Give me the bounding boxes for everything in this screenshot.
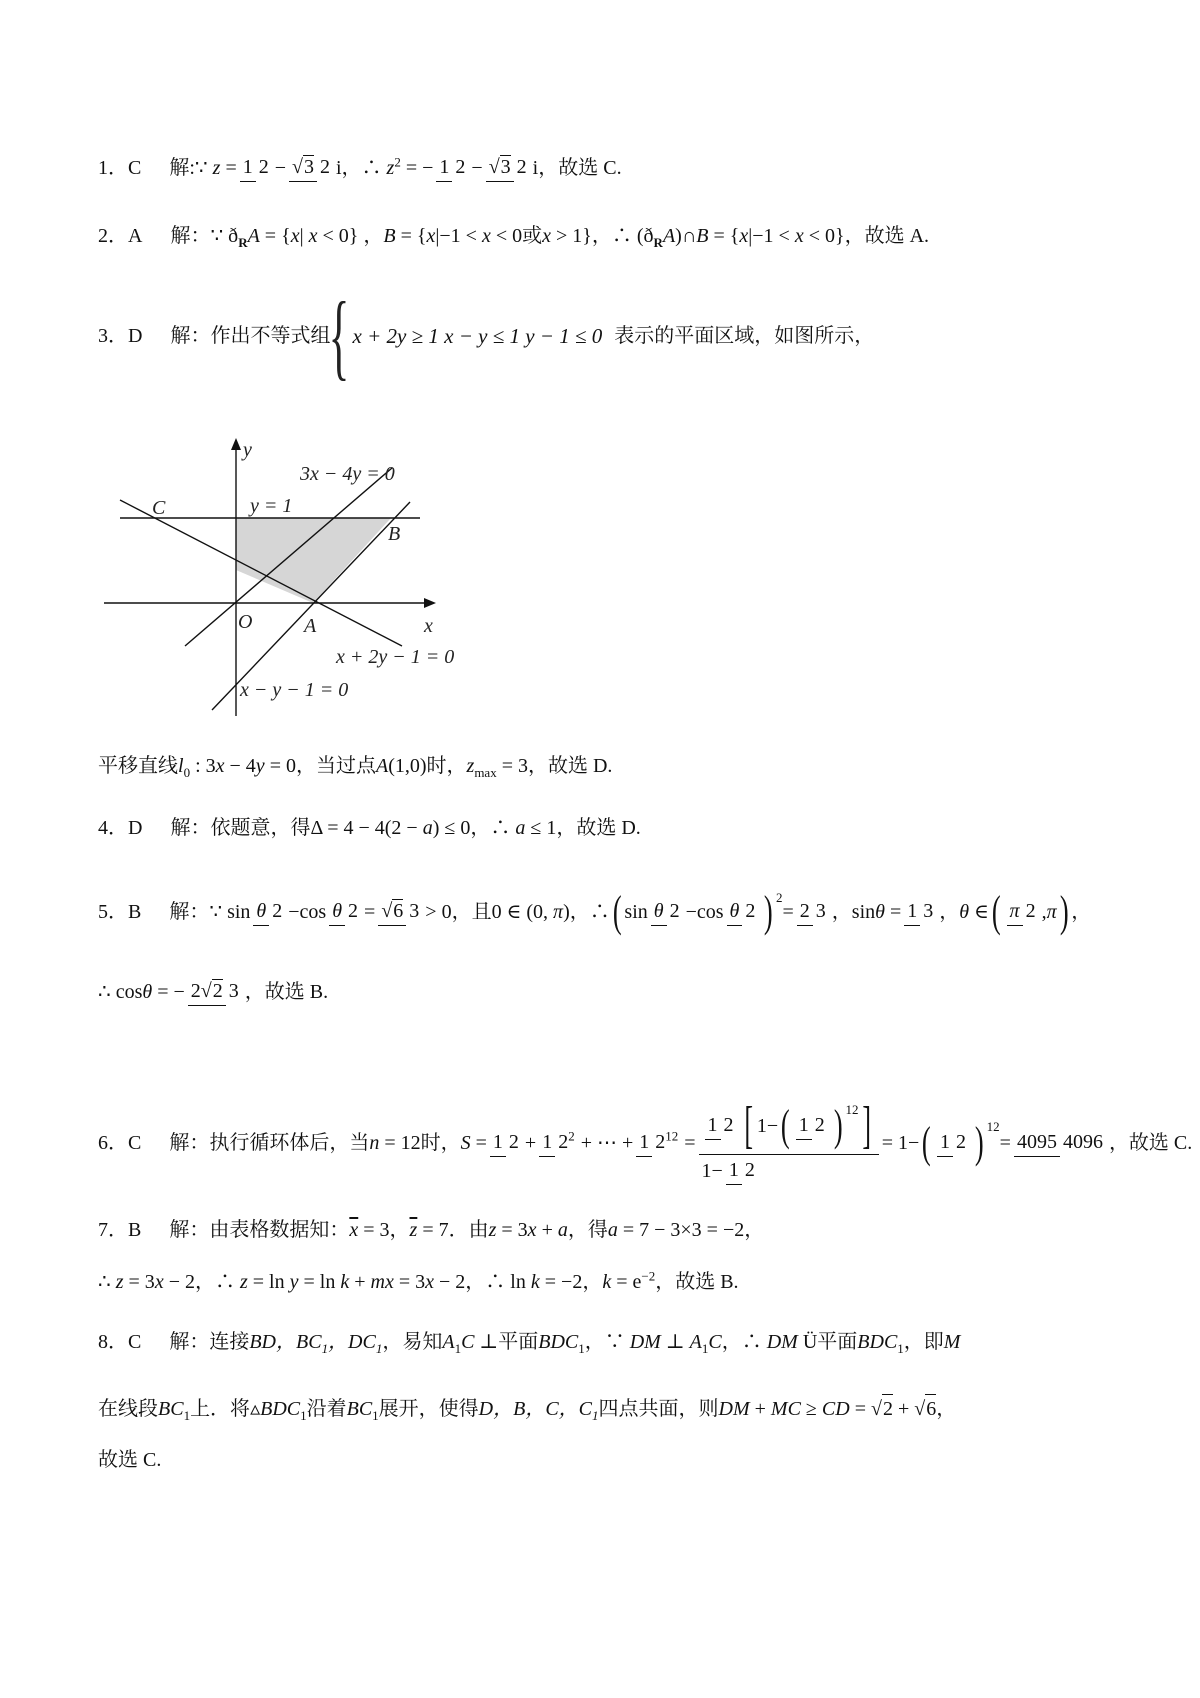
label-x-y-1: x − y − 1 = 0 xyxy=(240,679,349,701)
problem-3-text-d: ，当过点 xyxy=(295,755,376,777)
answer-letter: C xyxy=(128,157,142,179)
conclusion-text: ，故选 D. xyxy=(556,817,641,839)
shaded-region xyxy=(236,518,391,603)
answer-letter: C xyxy=(128,1131,142,1154)
problem-6-text-b: 时， xyxy=(420,1131,461,1154)
x-axis-label: x xyxy=(424,615,433,637)
point-a-label: A xyxy=(304,615,317,637)
problem-3-text-b: 表示的平面区域，如图所示， xyxy=(614,325,875,347)
label-3x-4y: 3x − 4y = 0 xyxy=(300,463,395,485)
problem-3-continued: 平移直线 $l_0$ : 3x − 4y = 0 ，当过点 A(1,0) 时， $z_{max} = 3$ ，故选 D. xyxy=(98,752,612,780)
problem-7-text-a: 由表格数据知： xyxy=(209,1219,350,1241)
solution-label: 解： xyxy=(169,901,210,923)
answer-letter: D xyxy=(128,325,143,347)
solution-label: 解: xyxy=(169,157,195,179)
problem-8: 8． C 解： 连接 BD，$BC_1$，$DC_1$ ，易知 $A_1C$ ⊥ 平面 $BDC_1$，∵ DM ⊥ $A_1C$，∴ DM Ü 平面 $BDC_1$ ，即 M xyxy=(98,1328,960,1356)
problem-number: 6． xyxy=(98,1131,128,1154)
conclusion-text: ，故选 C. xyxy=(538,157,622,179)
problem-number: 1． xyxy=(98,157,128,179)
answer-letter: A xyxy=(128,225,143,247)
problem-number: 5． xyxy=(98,901,128,923)
problem-5: 5． B 解： ∵ sin θ 2 −cos θ 2 = √6 3 > 0 ，且 0 ∈ (0, π)，∴ ( sin θ 2 −cos θ 2 ) $^2$ = 2 3 ，sinθ = 1 3 ，θ ∈ ( π 2 ,π ) ， xyxy=(98,887,1092,936)
problem-6: 6． C 解： 执行循环体后，当 n = 12 时， S = 1 2 + 1 $2^2$ + ⋯ + 1 $2^{12}$ = 1 2 [ 1− ( 1 2 ) $^{12}$ ] 1− 1 2 = 1− ( 1 2 ) $^{12}$ = 4095 4096 ，故选 C. xyxy=(98,1100,1192,1185)
problem-8-text-c: 平面 xyxy=(498,1331,539,1353)
problem-6-text-a: 执行循环体后，当 xyxy=(209,1131,370,1154)
point-c-label: C xyxy=(152,497,166,519)
or-text: 或 xyxy=(522,225,543,247)
problem-8-text-d: 平面 xyxy=(817,1331,858,1353)
problem-3-text-a: 作出不等式组 xyxy=(210,325,331,347)
problem-number: 3． xyxy=(98,325,128,347)
solution-label: 解： xyxy=(169,1131,210,1154)
solution-label: 解： xyxy=(170,817,211,839)
problem-7-text-b: ．由 xyxy=(448,1219,489,1241)
label-y-1: y = 1 xyxy=(250,495,293,517)
origin-label: O xyxy=(238,611,253,633)
problem-2: 2． A 解： ∵ $ð_RA = \{x|$ x < 0} ，B = {x|−1 < x < 0 或 x > 1}，∴ $(ð_RA)\cap B = \{x|-1 < x < 0\}$ ，故选 A. xyxy=(98,222,929,250)
point-b-label: B xyxy=(388,523,401,545)
problem-number: 4． xyxy=(98,817,128,839)
label-x-2y-1: x + 2y − 1 = 0 xyxy=(336,646,455,668)
solution-label: 解： xyxy=(170,225,211,247)
conclusion-text: ，故选 B. xyxy=(244,981,329,1003)
inequality-system: x + 2y ≥ 1 x − y ≤ 1 y − 1 ≤ 0 xyxy=(352,324,603,348)
problem-5-text-a: ，且 xyxy=(451,901,492,923)
problem-4: 4． D 解： 依题意，得 Δ = 4 − 4(2 − a) ≤ 0，∴ a ≤ 1 ，故选 D. xyxy=(98,814,641,842)
answer-letter: D xyxy=(128,817,143,839)
conclusion-text: 故选 C. xyxy=(98,1449,162,1471)
conclusion-text: ，故选 C. xyxy=(1108,1131,1193,1154)
problem-number: 7． xyxy=(98,1219,128,1241)
problem-number: 2． xyxy=(98,225,128,247)
problem-8-text-b: ，易知 xyxy=(382,1331,443,1353)
answer-letter: C xyxy=(128,1331,142,1353)
problem-3: 3． D 解： 作出不等式组 { x + 2y ≥ 1 x − y ≤ 1 y − 1 ≤ 0 表示的平面区域，如图所示， xyxy=(98,282,875,389)
problem-8-end xyxy=(98,1446,161,1474)
solution-label: 解： xyxy=(169,1331,210,1353)
problem-8-text-e: ，即 xyxy=(903,1331,944,1353)
x-axis-arrow-icon xyxy=(424,598,436,608)
problem-7-continued: ∴ z = 3x − 2，∴ z = ln y = ln k + mx = 3x − 2，∴ ln k = −2，$k = e^{-2}$ ，故选 B. xyxy=(98,1268,739,1296)
solution-label: 解： xyxy=(170,325,211,347)
problem-1: 1． C 解: ∵ z = 1 2 − √3 2 i，∴ $z^2$ = − 1 2 − √3 2 i ，故选 C. xyxy=(98,154,622,182)
problem-5-continued: ∴ cosθ = − 2√2 3 ，故选 B. xyxy=(98,978,328,1006)
feasible-region-graph xyxy=(100,434,500,719)
problem-3-text-e: 时， xyxy=(426,755,467,777)
problem-4-text-a: 依题意，得 xyxy=(210,817,311,839)
answer-letter: B xyxy=(128,1219,142,1241)
y-axis-label: y xyxy=(243,439,252,461)
answer-letter: B xyxy=(128,901,142,923)
problem-7: 7． B 解： 由表格数据知： $\overline{x} = 3$，$\overline{z} = 7$ ．由 z = 3x + a ，得 a = 7 − 3×3 = −2， xyxy=(98,1216,764,1244)
y-axis-arrow-icon xyxy=(231,438,241,450)
problem-7-text-c: ，得 xyxy=(567,1219,608,1241)
problem-8-text-a: 连接 xyxy=(209,1331,250,1353)
problem-8-text-f: 在线段 xyxy=(98,1397,158,1420)
problem-8-text-i: 展开，使得 xyxy=(378,1397,479,1420)
problem-8-continued: 在线段 $BC_1$ 上．将 $▵BDC_1$ 沿着 $BC_1$ 展开，使得 D，B，C，$C_1$ 四点共面，则 DM + MC ≥ CD = √2 + √6， xyxy=(98,1394,956,1423)
conclusion-text: ，故选 D. xyxy=(527,755,613,777)
problem-3-text-c: 平移直线 xyxy=(98,755,178,777)
problem-8-text-g: 上．将 xyxy=(190,1397,251,1420)
problem-number: 8． xyxy=(98,1331,128,1353)
problem-8-text-j: 四点共面，则 xyxy=(598,1397,719,1420)
conclusion-text: ，故选 B. xyxy=(655,1271,739,1293)
problem-8-text-h: 沿着 xyxy=(306,1397,347,1420)
conclusion-text: ，故选 A. xyxy=(844,225,930,247)
solution-label: 解： xyxy=(169,1219,210,1241)
